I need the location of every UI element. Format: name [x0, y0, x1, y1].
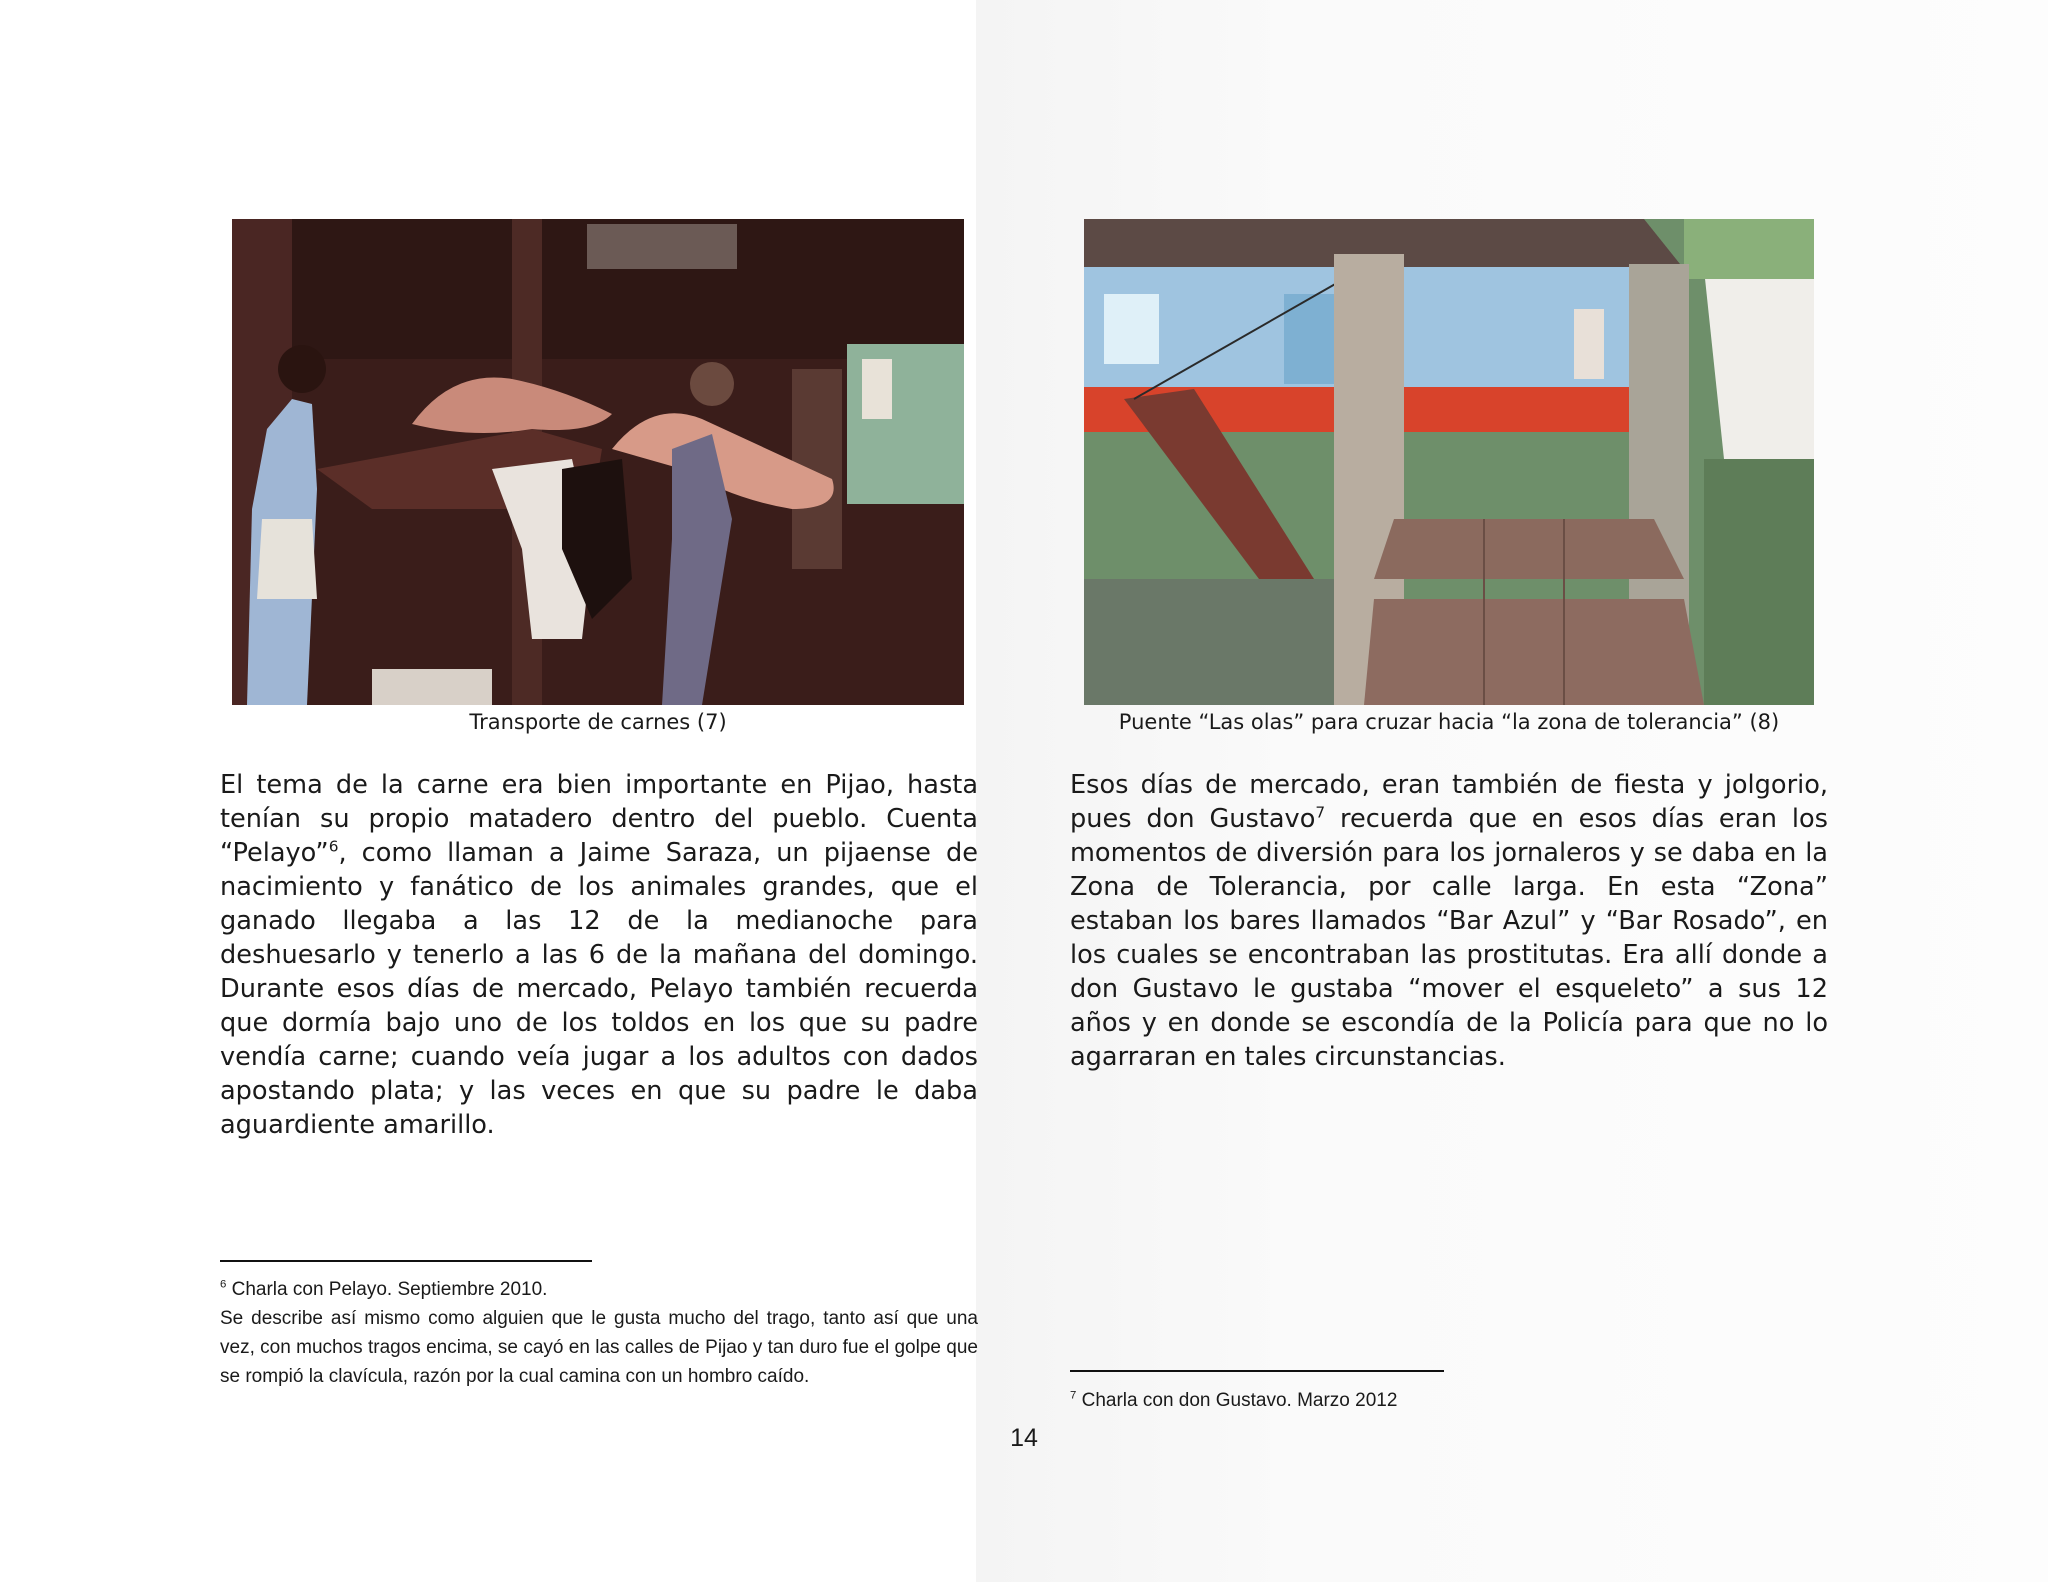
- page-number: 14: [1010, 1424, 1038, 1452]
- footnote-separator: [220, 1260, 592, 1262]
- figure-caption: Transporte de carnes (7): [469, 710, 727, 734]
- paragraph-text: , como llaman a Jaime Saraza, un pijaense de nacimiento y fanático de los animales grandes, que el ganado llegaba a las 12 de la medianoche para deshuesarlo y tenerlo a las 6 de la mañana del domingo. Durante esos días de mercado, Pelayo también recuerda que dormía bajo uno de los toldos en los que su padre vendía carne; cuando veía jugar a los adultos con dados apostando plata; y las veces en que su padre le daba aguardiente amarillo.: [220, 838, 978, 1140]
- bridge-illustration: [1084, 219, 1814, 705]
- footnote-text: Se describe así mismo como alguien que le gusta mucho del trago, tanto así que una vez, con muchos tragos encima, se cayó en las calles de Pijao y tan duro fue el golpe que se rompió la clavícula, razón por la cual camina con un hombro caído.: [220, 1308, 978, 1387]
- meat-transport-illustration: [232, 219, 964, 705]
- paragraph-text: Esos días de mercado, eran también de fiesta y jolgorio, pues don Gustavo: [1070, 770, 1828, 834]
- right-paragraph: [1070, 768, 1828, 1074]
- footnote-separator: [1070, 1370, 1444, 1372]
- footnote-number: 7: [1070, 1389, 1077, 1402]
- footnote-ref[interactable]: 6: [328, 837, 339, 856]
- figure-caption: Puente “Las olas” para cruzar hacia “la zona de tolerancia” (8): [1118, 710, 1780, 734]
- footnote-text: Charla con Pelayo. Septiembre 2010.: [231, 1279, 548, 1300]
- photo-meat-transport: [232, 219, 964, 705]
- paragraph-text: El tema de la carne era bien importante en Pijao, hasta tenían su propio matadero dentro del pueblo. Cuenta “Pelayo”: [220, 770, 978, 868]
- footnote: [1070, 1386, 1770, 1415]
- footnote-text: Charla con don Gustavo. Marzo 2012: [1081, 1390, 1398, 1411]
- paragraph-text: recuerda que en esos días eran los momentos de diversión para los jornaleros y se daba en la Zona de Tolerancia, por calle larga. En esta “Zona” estaban los bares llamados “Bar Azul” y “Bar Rosado”, en los cuales se encontraban las prostitutas. Era allí donde a don Gustavo le gustaba “mover el esqueleto” a sus 12 años y en donde se escondía de la Policía para que no lo agarraran en tales circunstancias.: [1070, 804, 1828, 1072]
- left-paragraph: [220, 768, 978, 1142]
- footnote-ref[interactable]: 7: [1315, 803, 1326, 822]
- footnote-number: 6: [220, 1278, 227, 1291]
- photo-bridge-las-olas: [1084, 219, 1814, 705]
- footnote: [220, 1275, 978, 1391]
